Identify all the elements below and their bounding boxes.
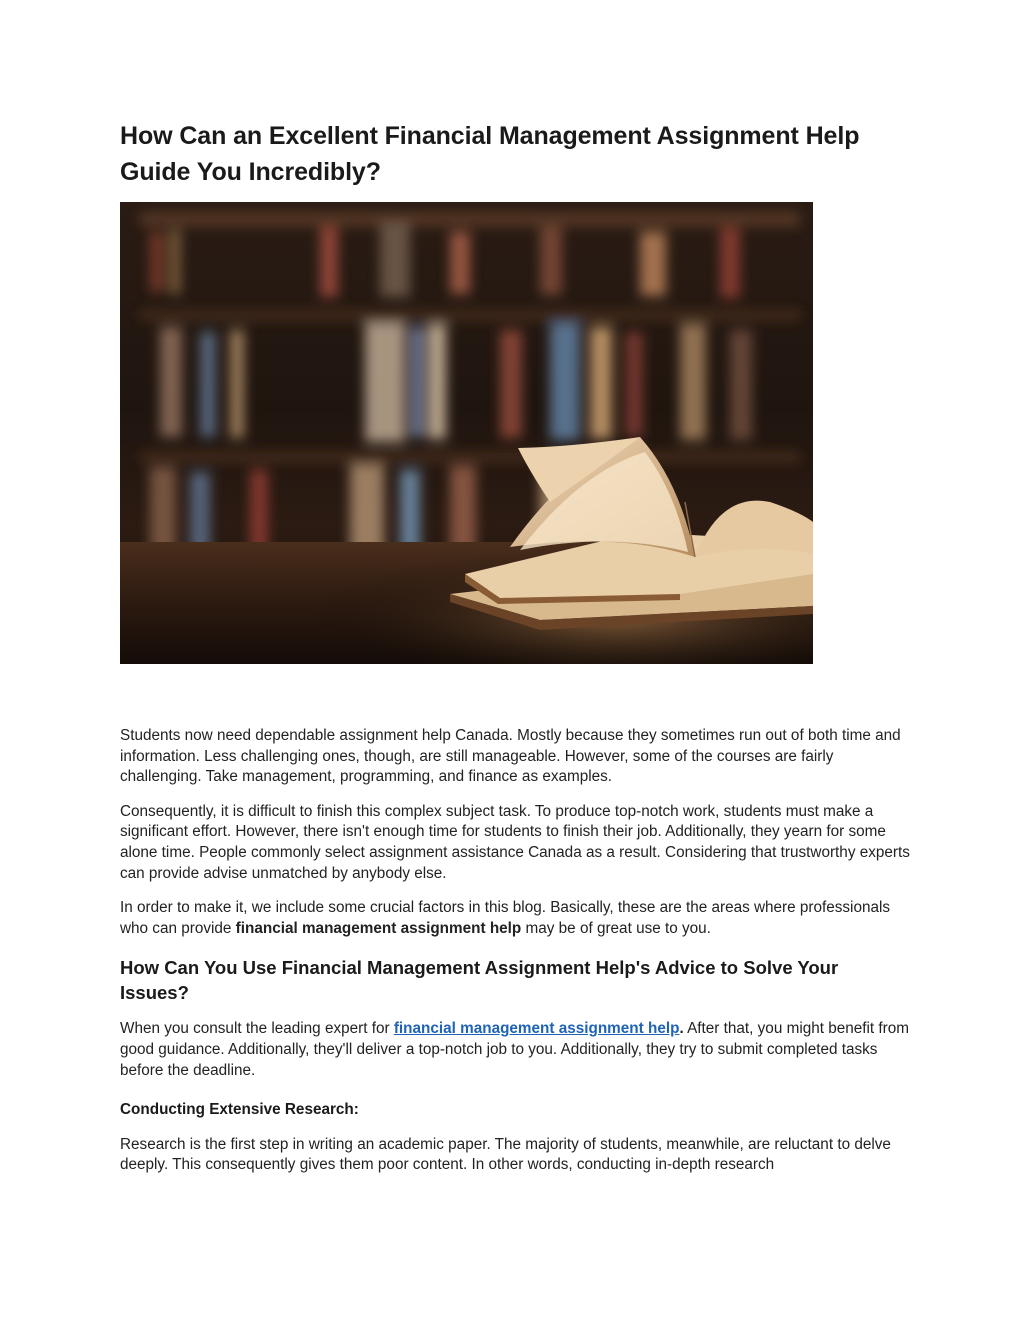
expert-text-after: After that, you might benefit from good guidance. Additionally, they'll deliver a top-notch job to you. Additionally, they try to submit completed tasks before the deadline. [120,1020,910,1079]
link-period: . [679,1020,684,1038]
intro-paragraph: Students now need dependable assignment help Canada. Mostly because they sometimes run out of both time and information. Less challenging ones, though, are still manageable. However, some of the courses are fairly challenging. Take management, programming, and finance as examples. [120,727,901,786]
context-paragraph: Consequently, it is difficult to finish this complex subject task. To produce top-notch work, students must make a significant effort. However, there isn't enough time for students to finish their job. Additionally, they yearn for some alone time. People commonly select assignment assistance Canada as a result. Considering that trustworthy experts can provide advise unmatched by anybody else. [120,802,910,882]
focus-bold-phrase: financial management assignment help [235,919,522,937]
article-title: How Can an Excellent Financial Management Assignment Help Guide You Incredibly? [120,122,860,186]
expert-paragraph [120,1019,910,1081]
research-paragraph: Research is the first step in writing an academic paper. The majority of students, meanwhile, are reluctant to delve deeply. This consequently gives them poor content. In other words, conducting in-depth research [120,1135,891,1174]
service-link[interactable]: financial management assignment help [393,1020,680,1038]
hero-image [120,202,813,664]
section-subheading: How Can You Use Financial Management Assignment Help's Advice to Solve Your Issues? [120,957,839,1004]
expert-text-before: When you consult the leading expert for [120,1020,394,1038]
focus-paragraph [120,898,910,939]
focus-text-after: may be of great use to you. [521,919,711,937]
research-heading: Conducting Extensive Research: [120,1101,359,1119]
article-body [120,118,910,1176]
focus-text-before: In order to make it, we include some crucial factors in this blog. Basically, these are the areas where professionals who can provide [120,899,891,937]
